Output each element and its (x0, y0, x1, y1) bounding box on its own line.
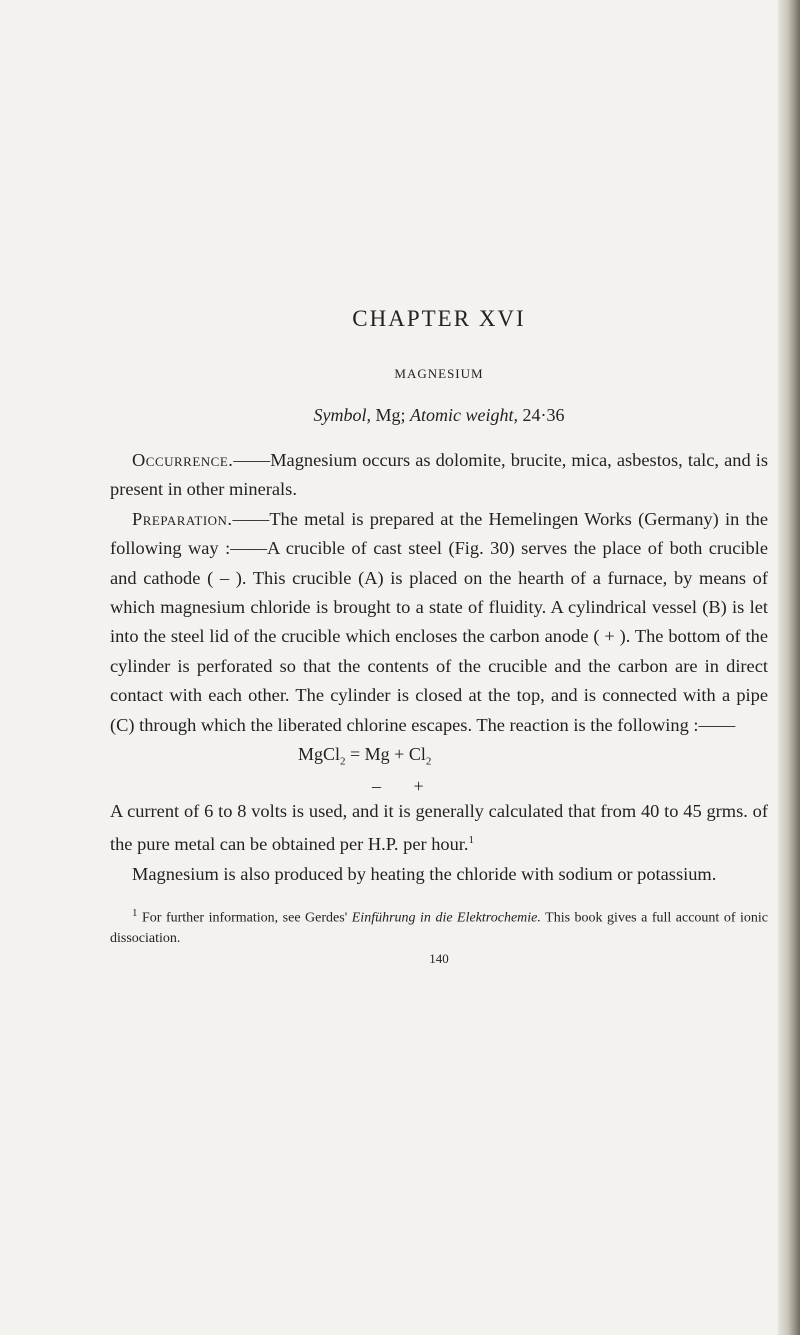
page-number: 140 (429, 950, 449, 966)
formula-lhs: MgCl (298, 744, 341, 765)
chapter-title: CHAPTER XVI (352, 306, 526, 331)
footnote-text-after: This book gives a full account of ionic dissociation. (110, 910, 769, 946)
page-edge-shadow (778, 0, 800, 1335)
section-title: MAGNESIUM (394, 366, 484, 381)
footnote-text-before: For further information, see Gerdes' (137, 910, 352, 926)
occurrence-text: ——Magnesium occurs as dolomite, brucite, mica, asbestos, talc, and is present in other minerals. (110, 450, 768, 500)
atomic-weight-value: 24·36 (522, 405, 565, 425)
reaction-formula (298, 741, 768, 775)
preparation-heading: Preparation. (132, 508, 233, 529)
footnote (110, 903, 768, 949)
preparation-text: ——The metal is prepared at the Hemelingen Works (Germany) in the following way :——A crucible of cast steel (Fig. 30) serves the place of both crucible and cathode ( – ). This crucible (A) is placed on the hearth of a furnace, by means of which magnesium chloride is brought to a state of fluidity. A cylindrical vessel (B) is let into the steel lid of the crucible which encloses the carbon anode ( + ). The bottom of the cylinder is perforated so that the contents of the crucible and the carbon are in direct contact with each other. The cylinder is closed at the top, and is connected with a pipe (C) through which the liberated chlorine escapes. The reaction is the following :—— (110, 508, 768, 735)
symbol-value: Mg; (375, 405, 406, 425)
atomic-weight-label: Atomic weight, (410, 405, 518, 425)
footnote-book-title: Einführung in die Elektrochemie. (351, 910, 541, 926)
occurrence-paragraph (110, 446, 768, 505)
sodium-paragraph: Magnesium is also produced by heating the chloride with sodium or potassium. (132, 863, 717, 884)
symbol-line (110, 402, 768, 428)
formula-rhs-subscript: 2 (425, 755, 432, 768)
page-content (110, 290, 768, 967)
preparation-paragraph (110, 505, 768, 740)
current-text: A current of 6 to 8 volts is used, and it is generally calculated that from 40 to 45 grms. of the pure metal can be obtained per H.P. per hour. (110, 800, 768, 855)
footnote-marker: 1 (132, 907, 138, 919)
formula-lhs-subscript: 2 (340, 755, 346, 768)
symbol-label: Symbol, (313, 405, 371, 425)
formula-rhs: = Mg + Cl (345, 744, 426, 765)
formula-polarity-signs: – + (372, 775, 438, 796)
footnote-reference: 1 (468, 834, 474, 847)
current-paragraph (110, 797, 768, 860)
occurrence-heading: Occurrence. (132, 450, 234, 470)
